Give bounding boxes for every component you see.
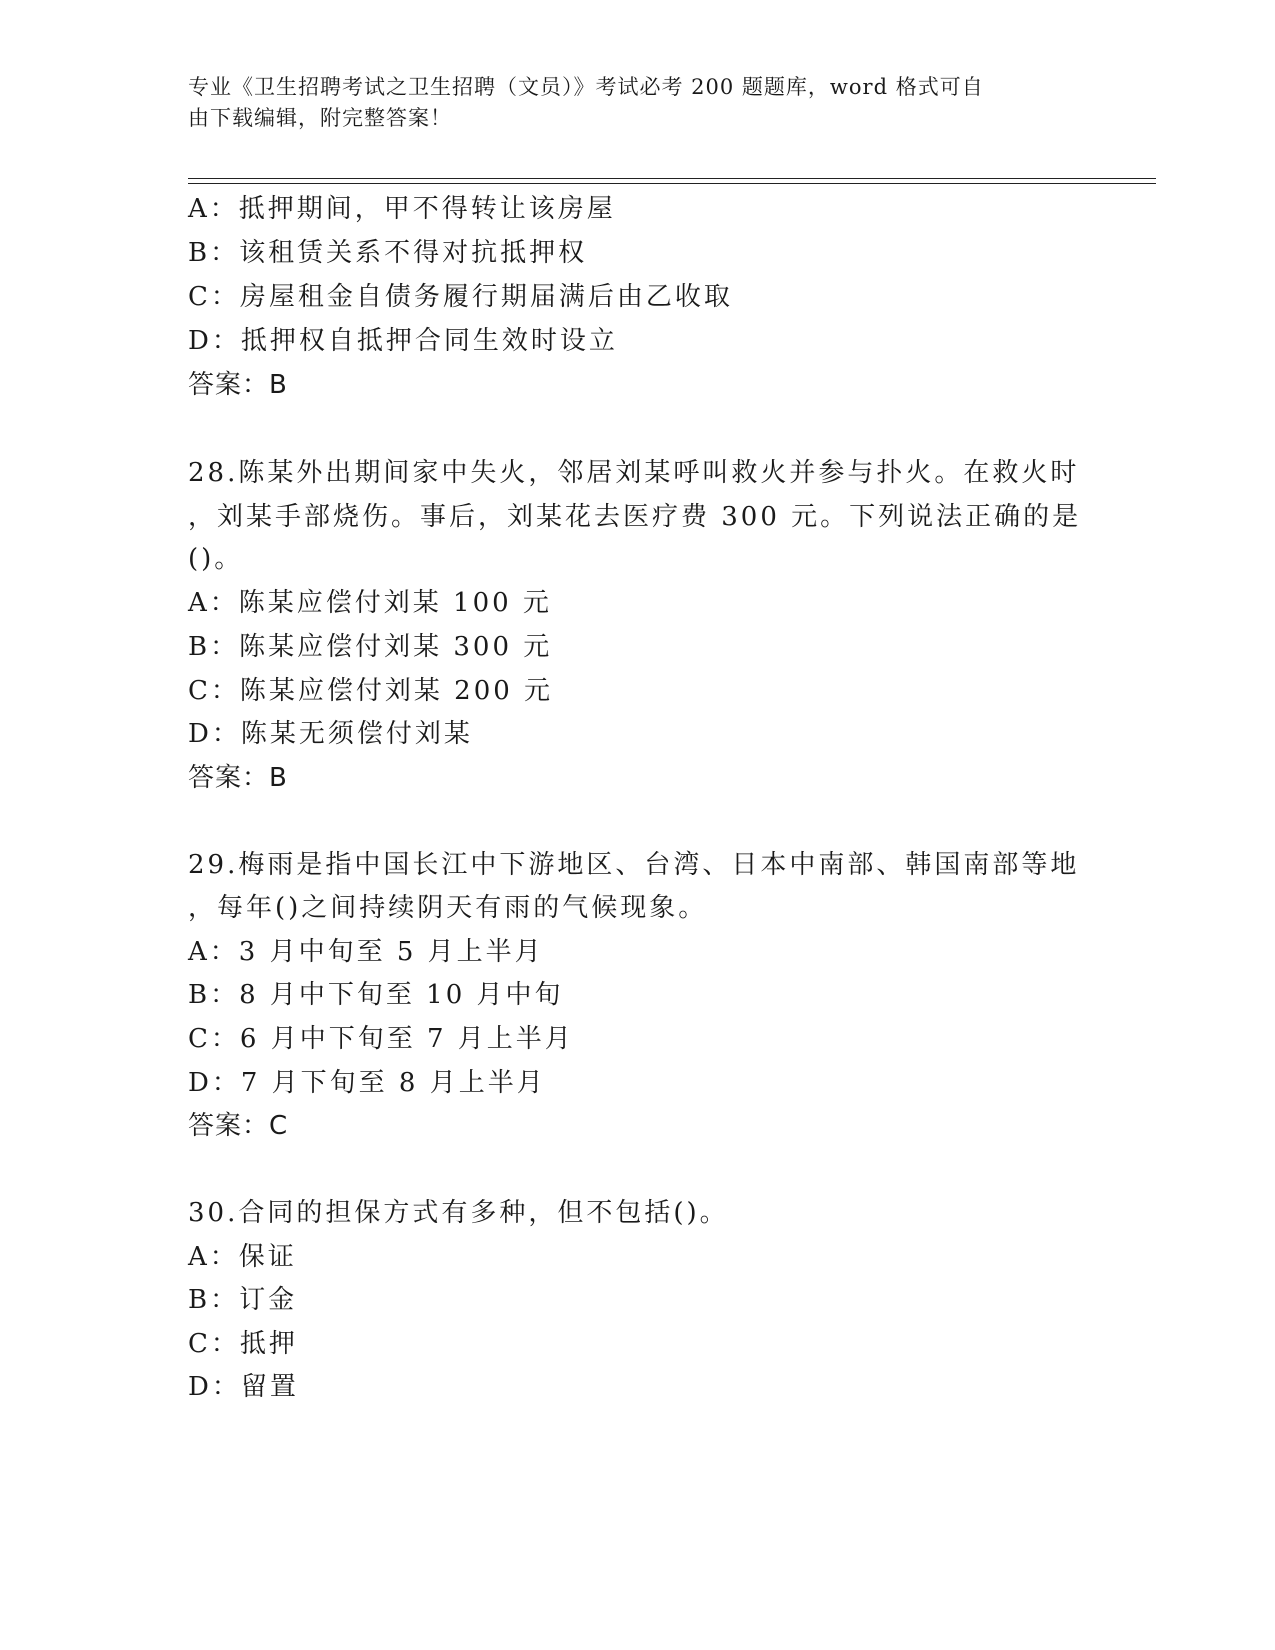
option-b: B：陈某应偿付刘某 300 元 [188, 632, 553, 662]
answer: 答案：B [188, 370, 288, 400]
question-stem-line: 30.合同的担保方式有多种，但不包括()。 [188, 1198, 729, 1228]
answer: 答案：C [188, 1111, 289, 1141]
option-d: D：7 月下旬至 8 月上半月 [188, 1068, 546, 1098]
option-d: D：陈某无须偿付刘某 [188, 719, 473, 749]
question-stem-line: ，刘某手部烧伤。事后，刘某花去医疗费 300 元。下列说法正确的是 [188, 502, 1082, 532]
option-c: C：6 月中下旬至 7 月上半月 [188, 1024, 574, 1054]
option-b: B：订金 [188, 1285, 298, 1315]
option-b: B：8 月中下旬至 10 月中旬 [188, 980, 564, 1010]
option-b: B：该租赁关系不得对抗抵押权 [188, 238, 588, 268]
question-stem-line: 28.陈某外出期间家中失火，邻居刘某呼叫救火并参与扑火。在救火时 [188, 458, 1080, 488]
question-stem-line: ，每年()之间持续阴天有雨的气候现象。 [188, 893, 708, 923]
option-a: A：陈某应偿付刘某 100 元 [188, 588, 552, 618]
option-d: D：抵押权自抵押合同生效时设立 [188, 326, 618, 356]
question-stem-line: 29.梅雨是指中国长江中下游地区、台湾、日本中南部、韩国南部等地 [188, 850, 1080, 880]
option-c: C：抵押 [188, 1329, 298, 1359]
option-c: C：陈某应偿付刘某 200 元 [188, 676, 554, 706]
option-d: D：留置 [188, 1372, 299, 1402]
document-header [188, 72, 1088, 134]
header-line-2: 由下载编辑，附完整答案！ [188, 106, 452, 130]
question-stem-line: ()。 [188, 544, 244, 574]
answer: 答案：B [188, 763, 288, 793]
option-a: A：保证 [188, 1242, 297, 1272]
option-c: C：房屋租金自债务履行期届满后由乙收取 [188, 282, 733, 312]
header-line-1: 专业《卫生招聘考试之卫生招聘（文员）》考试必考 200 题题库，word 格式可自 [188, 75, 984, 99]
option-a: A：抵押期间，甲不得转让该房屋 [188, 194, 616, 224]
header-rule-top [188, 178, 1156, 179]
option-a: A：3 月中旬至 5 月上半月 [188, 937, 544, 967]
header-rule-bottom [188, 183, 1156, 184]
